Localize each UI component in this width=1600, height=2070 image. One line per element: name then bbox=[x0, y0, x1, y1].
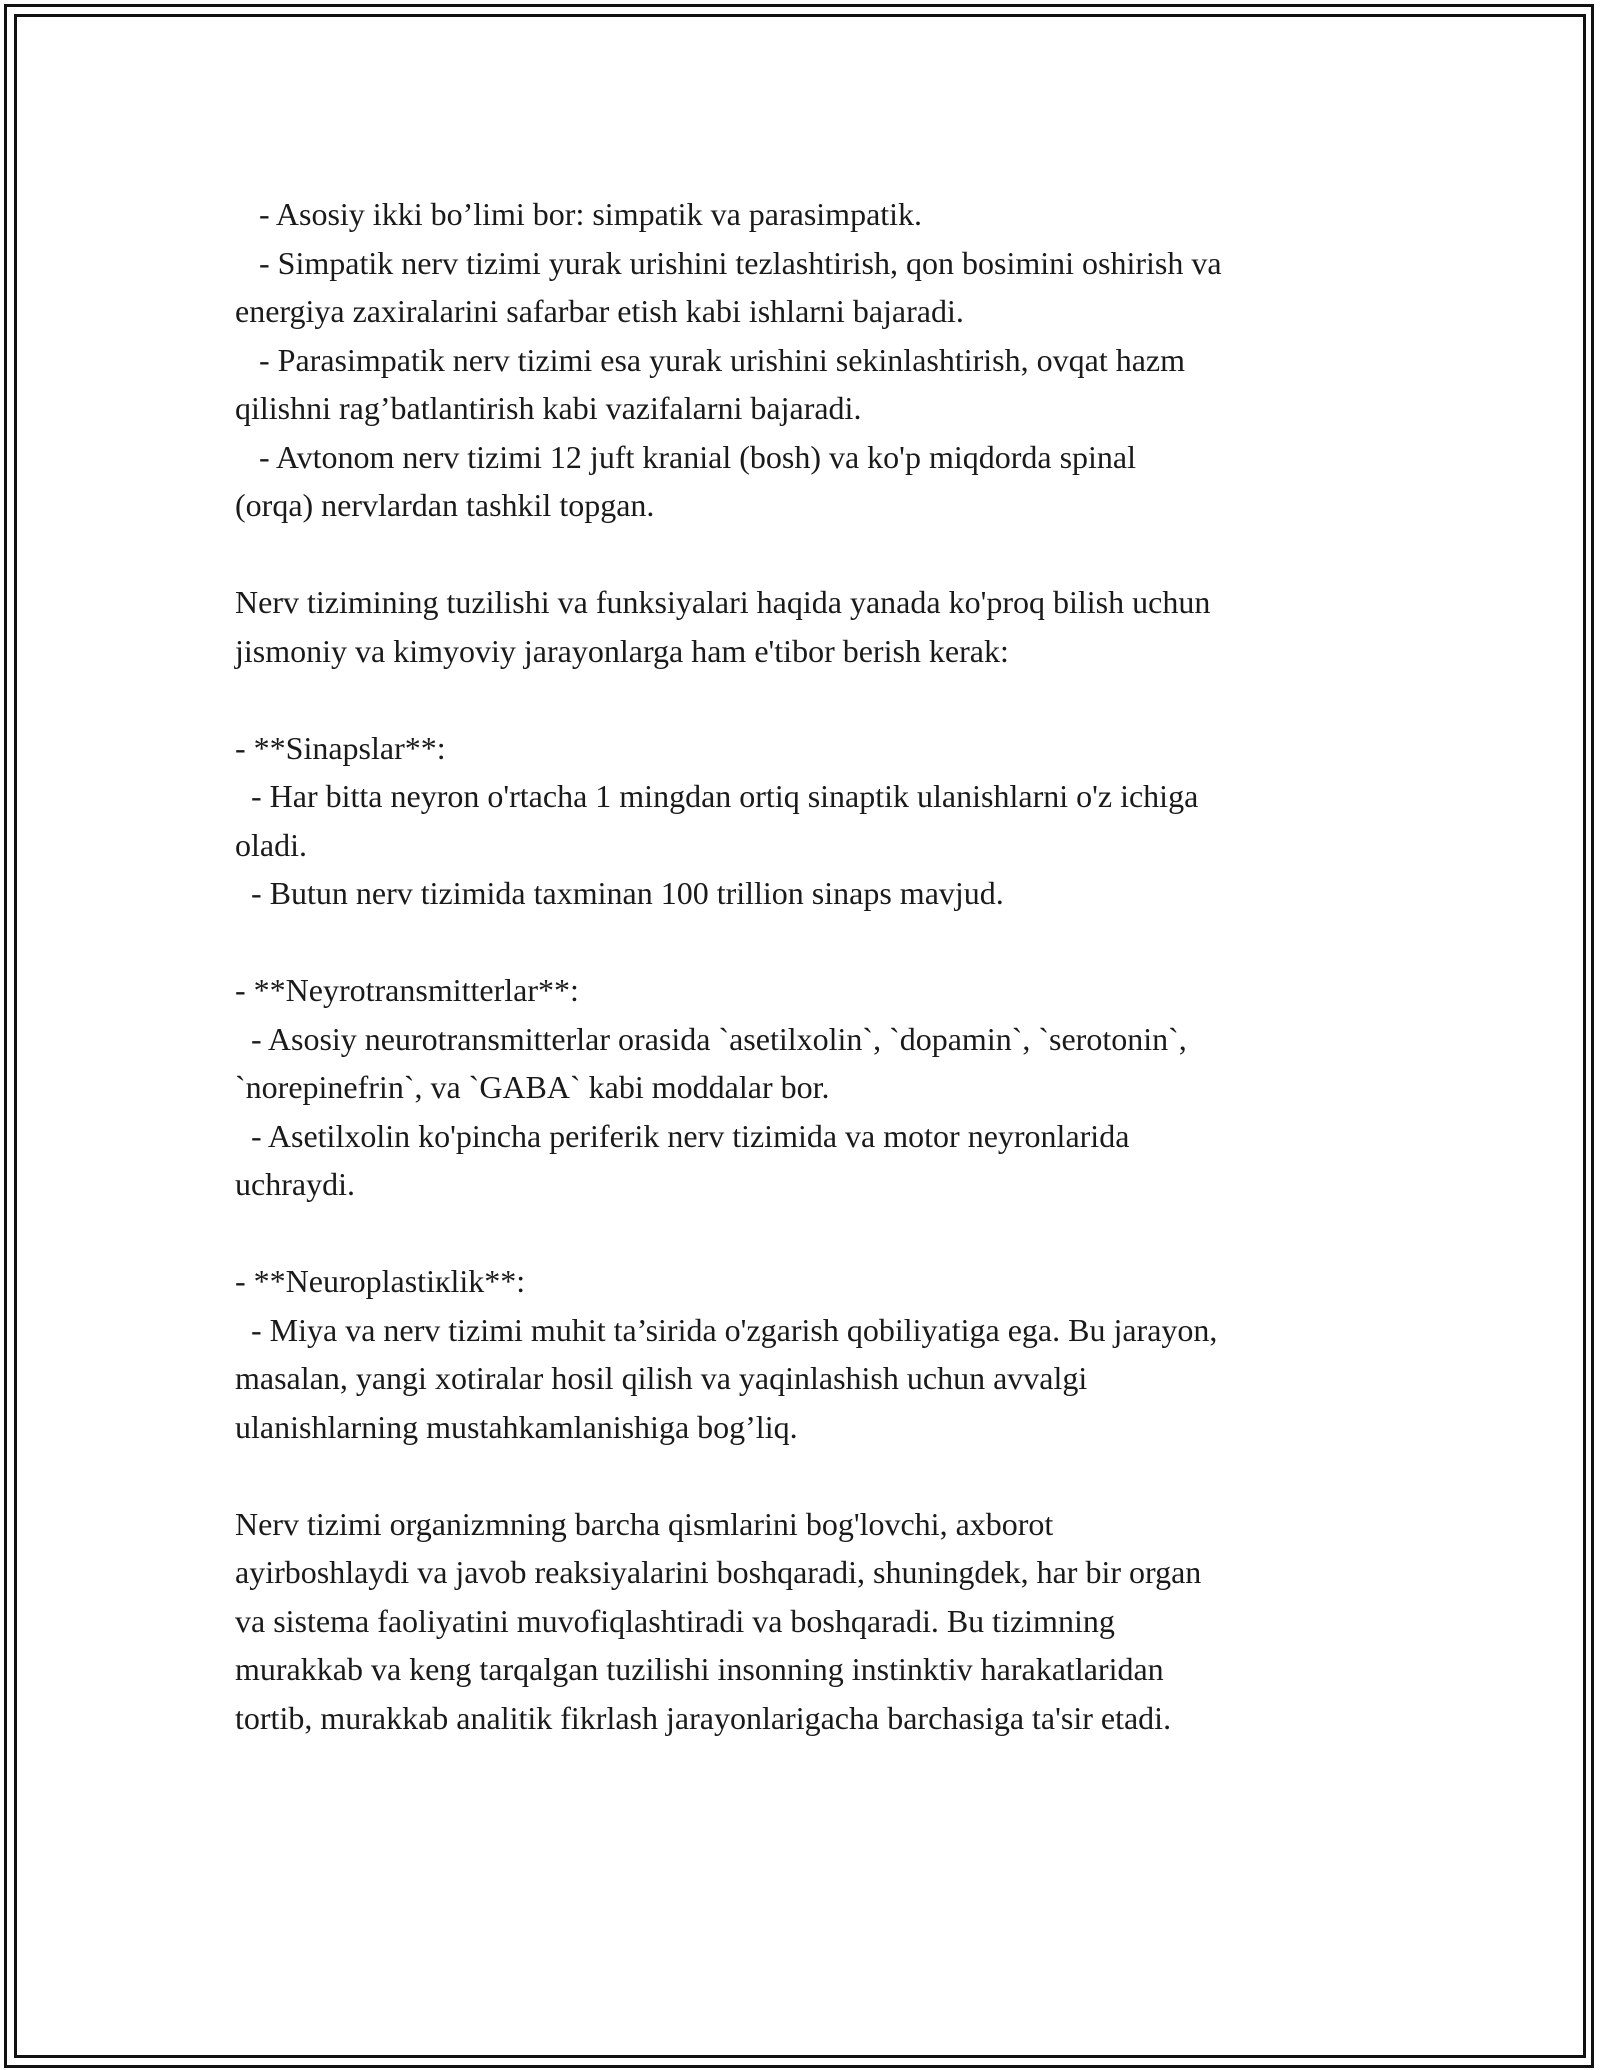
text-line: - Asosiy ikki bo’limi bor: simpatik va parasimpatik. bbox=[235, 196, 923, 232]
section-heading-neuroplastiklik: - **Neuroplastiкlik**: bbox=[235, 1263, 526, 1299]
text-line: murakkab va keng tarqalgan tuzilishi insonning instinktiv harakatlaridan bbox=[235, 1651, 1164, 1687]
blank-line bbox=[235, 1451, 1395, 1500]
text-line: - Asetilxolin ko'pincha periferik nerv tizimida va motor neyronlarida bbox=[235, 1117, 1130, 1154]
text-line: masalan, yangi xotiralar hosil qilish va yaqinlashish uchun avvalgi bbox=[235, 1360, 1088, 1396]
text-line: - Simpatik nerv tizimi yurak urishini tezlashtirish, qon bosimini oshirish va bbox=[235, 244, 1222, 281]
blank-line bbox=[235, 918, 1395, 967]
section-heading-sinapslar: - **Sinapslar**: bbox=[235, 729, 446, 766]
text-line: - Avtonom nerv tizimi 12 juft kranial (bosh) va ko'p miqdorda spinal bbox=[235, 438, 1137, 475]
text-line: - Har bitta neyron o'rtacha 1 mingdan ortiq sinaptik ulanishlarni o'z ichiga bbox=[235, 778, 1199, 814]
section-heading-neyrotransmitterlar: - **Neyrotransmitterlar**: bbox=[235, 972, 579, 1008]
text-line: Nerv tizimining tuzilishi va funksiyalari haqida yanada ko'proq bilish uchun bbox=[235, 584, 1211, 620]
text-line: jismoniy va kimyoviy jarayonlarga ham e'tibor berish kerak: bbox=[235, 632, 1009, 669]
text-line: uchraydi. bbox=[235, 1166, 355, 1202]
blank-line bbox=[235, 675, 1395, 724]
text-line: ayirboshlaydi va javob reaksiyalarini boshqaradi, shuningdek, har bir organ bbox=[235, 1554, 1202, 1590]
text-line: Nerv tizimi organizmning barcha qismlarini bog'lovchi, axborot bbox=[235, 1505, 1054, 1542]
text-line: - Miya va nerv tizimi muhit ta’sirida o'zgarish qobiliyatiga ega. Bu jarayon, bbox=[235, 1311, 1218, 1348]
text-line: va sistema faoliyatini muvofiqlashtiradi va boshqaradi. Bu tizimning bbox=[235, 1602, 1115, 1639]
text-line: ulanishlarning mustahkamlanishiga bog’liq. bbox=[235, 1408, 798, 1445]
text-line: - Parasimpatik nerv tizimi esa yurak urishini sekinlashtirish, ovqat hazm bbox=[235, 341, 1186, 378]
text-line: qilishni rag’batlantirish kabi vazifalarni bajaradi. bbox=[235, 390, 862, 426]
document-body bbox=[235, 190, 1395, 1742]
text-line: energiya zaxiralarini safarbar etish kabi ishlarni bajaradi. bbox=[235, 293, 964, 329]
text-line: - Butun nerv tizimida taxminan 100 trillion sinaps mavjud. bbox=[235, 875, 1004, 911]
blank-line bbox=[235, 1209, 1395, 1258]
text-line: - Asosiy neurotransmitterlar orasida `asetilxolin`, `dopamin`, `serotonin`, bbox=[235, 1020, 1187, 1057]
text-line: tortib, murakkab analitik fikrlash jarayonlarigacha barchasiga ta'sir etadi. bbox=[235, 1699, 1172, 1736]
blank-line bbox=[235, 530, 1395, 579]
text-line: `norepinefrin`, va `GABA` kabi moddalar bor. bbox=[235, 1069, 830, 1105]
text-line: (orqa) nervlardan tashkil topgan. bbox=[235, 487, 655, 523]
text-line: oladi. bbox=[235, 826, 307, 863]
